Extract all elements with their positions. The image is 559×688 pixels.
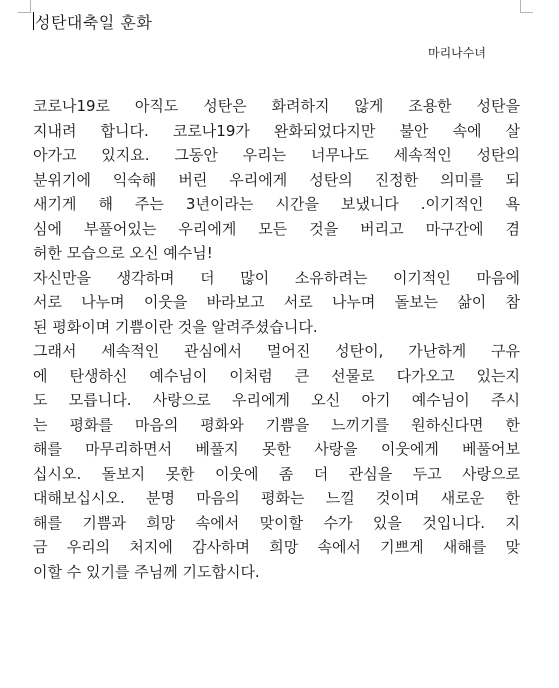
body-line[interactable]: 그래서 세속적인 관심에서 멀어진 성탄이, 가난하게 구유 (33, 342, 520, 360)
body-line[interactable]: 금 우리의 처지에 감사하며 희망 속에서 기쁘게 새해를 맞 (33, 538, 520, 556)
body-line[interactable]: 아가고 있지요. 그동안 우리는 너무나도 세속적인 성탄의 (33, 146, 520, 164)
text-cursor (33, 12, 34, 30)
body-line[interactable]: 에 탄생하신 예수님이 이처럼 큰 선물로 다가오고 있는지 (33, 366, 520, 385)
body-line[interactable]: 분위기에 익숙해 버린 우리에게 성탄의 진정한 의미를 되 (33, 170, 520, 189)
body-line[interactable]: 이할 수 있기를 주님께 기도합시다. (33, 562, 260, 581)
page-margin-corner-top-right (520, 0, 533, 13)
body-line[interactable]: 코로나19로 아직도 성탄은 화려하지 않게 조용한 성탄을 (33, 97, 520, 115)
body-line[interactable]: 된 평화이며 기쁨이란 것을 알려주셨습니다. (33, 317, 318, 336)
body-line[interactable]: 해를 마무리하면서 베풀지 못한 사랑을 이웃에게 베풀어보 (33, 440, 520, 458)
body-line[interactable]: 심에 부풀어있는 우리에게 모든 것을 버리고 마구간에 겸 (33, 219, 520, 238)
document-body[interactable] (33, 94, 520, 584)
document-title[interactable]: 성탄대축일 훈화 (35, 13, 153, 32)
page-margin-corner-top-left (18, 0, 31, 13)
body-line[interactable]: 도 모릅니다. 사랑으로 우리에게 오신 아기 예수님이 주시 (33, 391, 520, 409)
body-line[interactable]: 해를 기쁨과 희망 속에서 맞이할 수가 있을 것입니다. 지 (33, 513, 520, 532)
body-line[interactable]: 십시오. 돌보지 못한 이웃에 좀 더 관심을 두고 사랑으로 (33, 464, 520, 483)
document-author[interactable]: 마리나수녀 (428, 46, 486, 60)
body-line[interactable]: 는 평화를 마음의 평화와 기쁨을 느끼기를 원하신다면 한 (33, 415, 520, 434)
body-line[interactable]: 새기게 해 주는 3년이라는 시간을 보냈니다 .이기적인 욕 (33, 195, 520, 213)
body-line[interactable]: 자신만을 생각하며 더 많이 소유하려는 이기적인 마음에 (33, 268, 520, 287)
body-line[interactable]: 대해보십시오. 분명 마음의 평화는 느낄 것이며 새로운 한 (33, 489, 520, 507)
body-line[interactable]: 지내려 합니다. 코로나19가 완화되었다지만 불안 속에 살 (33, 121, 520, 140)
body-line[interactable]: 서로 나누며 이웃을 바라보고 서로 나누며 돌보는 삶이 참 (33, 293, 520, 311)
body-line[interactable]: 허한 모습으로 오신 예수님! (33, 244, 213, 262)
